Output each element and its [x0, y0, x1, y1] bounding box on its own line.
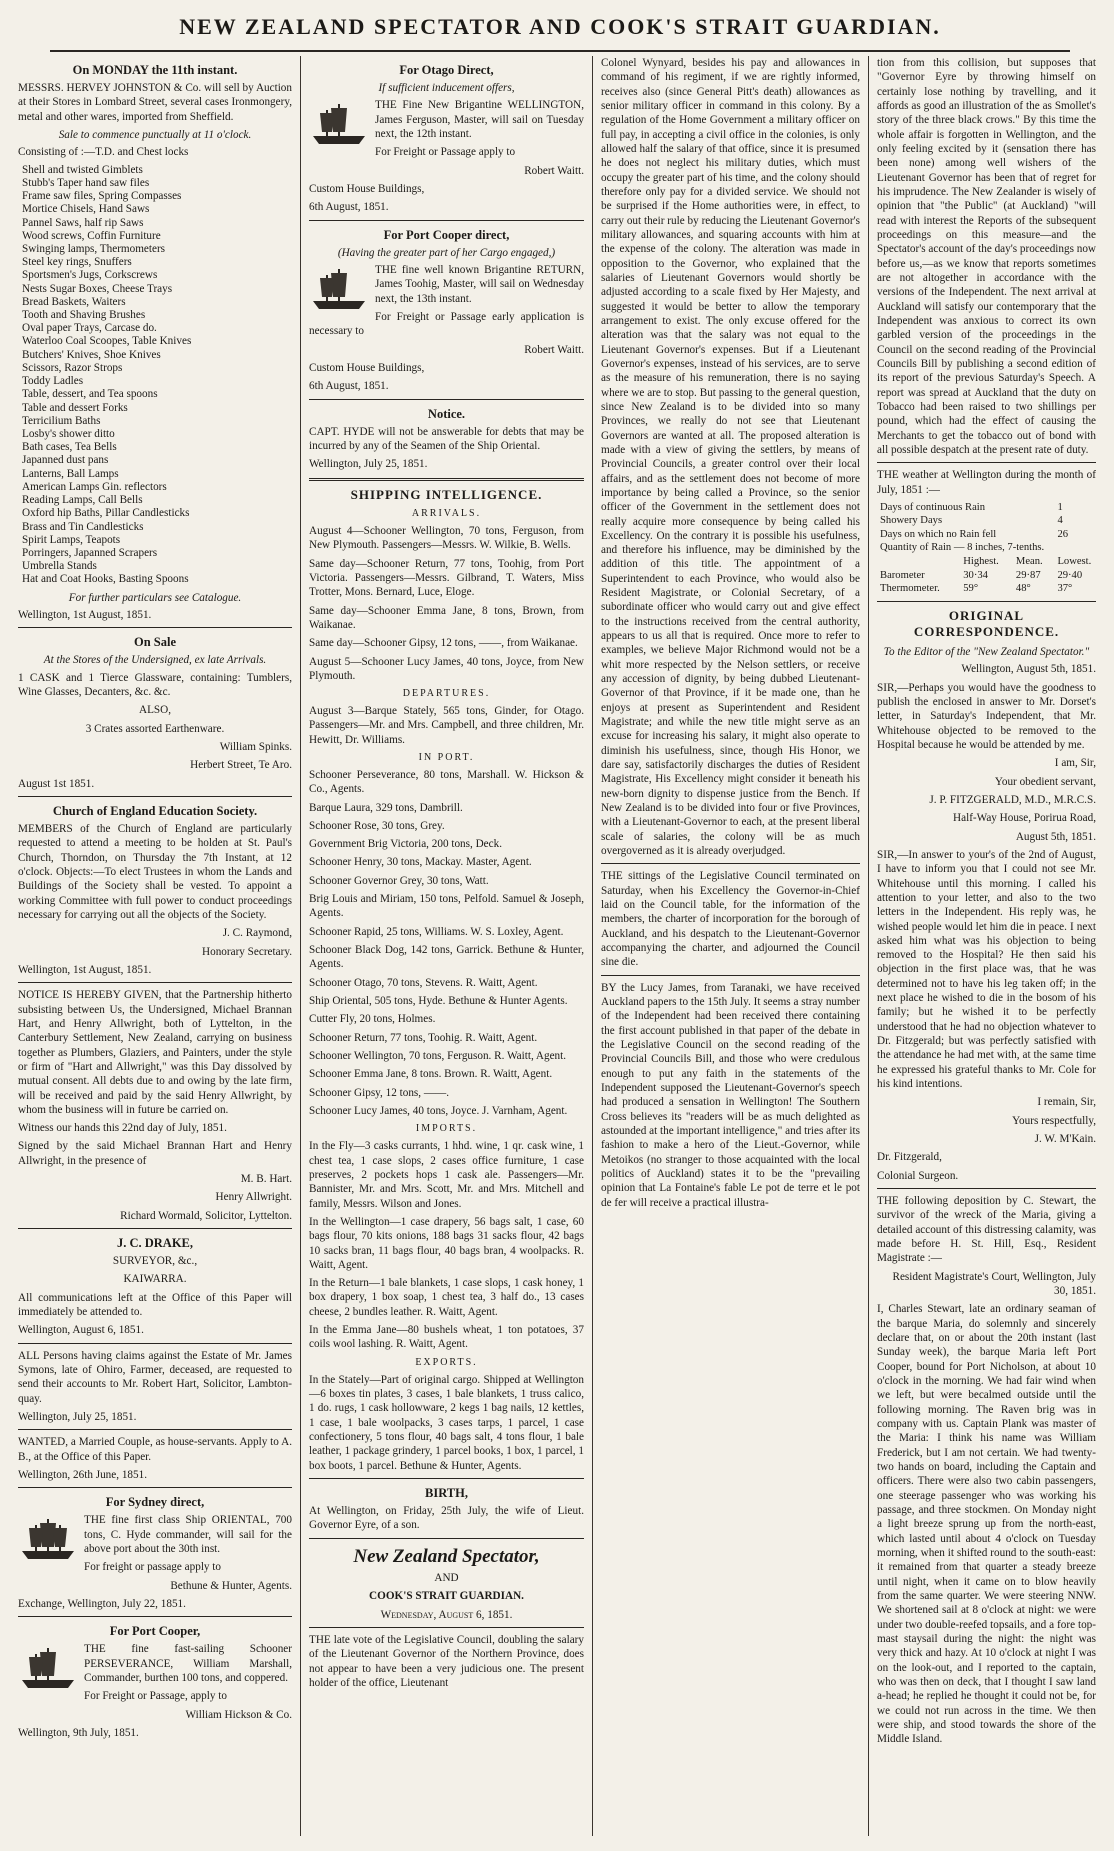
notice-heading: Notice.: [427, 406, 466, 421]
import-entry: In the Return—1 bale blankets, 1 case slops, 1 cask honey, 1 box drapery, 1 box soap, 1 chest tea, 3 half do., 13 cases cheese, 2 bundles leather. R. Waitt, Agent.: [309, 1277, 584, 1318]
inport-entry: Schooner Rapid, 25 tons, Williams. W. S. Loxley, Agent.: [309, 925, 564, 938]
weather-value: [1054, 541, 1096, 555]
otago-sub: If sufficient inducement offers,: [378, 82, 515, 94]
drake-name: J. C. DRAKE,: [116, 1236, 194, 1251]
auction-item-list: [18, 164, 292, 587]
divider: [309, 1627, 584, 1628]
inport-entry: Ship Oriental, 505 tons, Hyde. Bethune & Hunter Agents.: [309, 995, 568, 1008]
import-entry: In the Fly—3 casks currants, 1 hhd. wine, 1 qr. cask wine, 1 chest tea, 1 case slops, 2 cases office furniture, 1 case preserves, 2 pockets hops 1 cask ale. Passengers—Mr. Bannister, Mr. and Mrs. Scott, Mr. and Mrs. Mitchell and family, Messrs. Wilson and Jones.: [309, 1140, 584, 1210]
drake-trade: SURVEYOR, &c.,: [112, 1255, 198, 1268]
auction-item: Toddy Ladles: [22, 375, 84, 388]
arrival-entry: Same day—Schooner Emma Jane, 8 tons, Brown, from Waikanae.: [309, 604, 584, 631]
baro-high: 30·34: [963, 569, 988, 581]
auction-item: Scissors, Razor Strops: [22, 361, 123, 374]
masthead: NEW ZEALAND SPECTATOR AND COOK'S STRAIT GUARDIAN.: [50, 8, 1070, 52]
auction-item: Butchers' Knives, Shoe Knives: [22, 348, 161, 361]
deposition-court: Resident Magistrate's Court, Wellington, July 30, 1851.: [892, 1270, 1096, 1298]
auction-date: Wellington, 1st August, 1851.: [18, 608, 152, 621]
arrivals-label: ARRIVALS.: [411, 508, 482, 520]
departure-entry: August 3—Barque Stately, 565 tons, Ginder, for Otago. Passengers—Mr. and Mrs. Campbell, and three children, Mr. Hewitt, Dr. Williams.: [309, 705, 584, 746]
auction-item: Waterloo Coal Scoopes, Table Knives: [22, 335, 192, 348]
inport-label: IN PORT.: [418, 752, 475, 764]
column-1: [10, 56, 300, 1836]
weather-label: Showery Days: [880, 515, 943, 527]
otago-body: THE Fine New Brigantine WELLINGTON, James Ferguson, Master, will sail on Tuesday next, the 12th instant.: [375, 99, 584, 140]
auction-item: Reading Lamps, Call Bells: [22, 494, 143, 507]
leader-text: THE late vote of the Legislative Council, doubling the salary of the Lieutenant Governor of the Northern Province, does not appear to have been a very judicious one. The present holder of the office, Lieutenant: [309, 1633, 584, 1689]
auction-item: Oxford hip Baths, Pillar Candlesticks: [22, 507, 190, 520]
weather-intro: THE weather at Wellington during the month of July, 1851 :—: [877, 469, 1096, 496]
partnership-solicitor: Richard Wormald, Solicitor, Lyttelton.: [120, 1209, 292, 1222]
weather-head-2: Mean.: [1015, 556, 1043, 568]
auction-catalogue: For further particulars see Catalogue.: [68, 591, 242, 604]
onsale-date: August 1st 1851.: [18, 777, 95, 790]
thermo-low: 37°: [1057, 583, 1073, 595]
notice-body: CAPT. HYDE will not be answerable for debts that may be incurred by any of the Seamen of the Ship Oriental.: [309, 425, 584, 452]
portcooper-agent: William Hickson & Co.: [185, 1708, 292, 1721]
ship-icon: [309, 100, 369, 146]
inport-entry: Schooner Henry, 30 tons, Mackay. Master, Agent.: [309, 856, 532, 869]
auction-item: Losby's shower ditto: [22, 428, 115, 441]
weather-label: Quantity of Rain — 8 inches, 7-tenths.: [880, 542, 1045, 554]
inport-entry: Schooner Return, 77 tons, Toohig. R. Waitt, Agent.: [309, 1031, 538, 1044]
wanted-body: WANTED, a Married Couple, as house-servants. Apply to A. B., at the Office of this Paper.: [18, 1436, 292, 1463]
baro-label: Barometer: [880, 569, 925, 581]
cooper-date: 6th August, 1851.: [309, 380, 389, 393]
auction-heading: On MONDAY the 11th instant.: [72, 63, 238, 77]
letter-2-date: August 5th, 1851.: [1015, 830, 1096, 843]
column-2: [300, 56, 592, 1836]
partnership-signed: Signed by the said Michael Brannan Hart and Henry Allwright, in the presence of: [18, 1140, 292, 1167]
auction-item: Bath cases, Tea Bells: [22, 441, 117, 454]
divider: [18, 1616, 292, 1617]
letter-2-signature: J. W. M'Kain.: [1034, 1133, 1096, 1146]
exports-list: [309, 1373, 584, 1473]
correspondence-heading: ORIGINAL CORRESPONDENCE.: [913, 607, 1060, 640]
cooper-sub: (Having the greater part of her Cargo engaged,): [337, 246, 556, 259]
inport-entry: Schooner Otago, 70 tons, Stevens. R. Waitt, Agent.: [309, 976, 538, 989]
correspondence-to: To the Editor of the "New Zealand Spectator.": [883, 645, 1090, 658]
divider: [309, 220, 584, 221]
portcooper-body: THE fine fast-sailing Schooner PERSEVERANCE, William Marshall, Commander, burthen 100 tons, and coppered.: [84, 1643, 292, 1685]
onsale-body: 1 CASK and 1 Tierce Glassware, containing: Tumblers, Wine Glasses, Decanters, &c. &c.: [18, 671, 292, 698]
arrival-entry: Same day—Schooner Gipsy, 12 tons, ——, from Waikanae.: [309, 637, 578, 650]
onsale-crates: 3 Crates assorted Earthenware.: [85, 722, 225, 735]
divider: [18, 1343, 292, 1344]
auction-item: Stubb's Taper hand saw files: [22, 176, 150, 189]
auction-item: Hat and Coat Hooks, Basting Spoons: [22, 573, 189, 586]
auction-item: Sportsmen's Jugs, Corkscrews: [22, 269, 158, 282]
column-3: [592, 56, 868, 1836]
auction-item: Steel key rings, Snuffers: [22, 256, 132, 269]
weather-row: [877, 541, 1096, 555]
partnership-notice-body: NOTICE IS HEREBY GIVEN, that the Partnership hitherto subsisting between Us, the Undersigned, Michael Brannan Hart, and Henry Allwright, both of Lyttelton, in the Canterbury Settlement, New Zealand, carrying on business together as Plumbers, Glaziers, and Painters, under the style or firm of "Hart and Allwright," was this Day dissolved by mutual consent. All debts due to and owing by the late firm, will be received and paid by the said Henry Allwright, by whom the business will in future be carried on.: [18, 989, 292, 1116]
birth-heading: BIRTH,: [425, 1485, 468, 1500]
deposition-intro: THE following deposition by C. Stewart, the survivor of the wreck of the Maria, giving a detailed account of this distressing calamity, was made before H. St. Hill, Esq., Resident Magistrate :—: [877, 1195, 1096, 1265]
auction-item: Tooth and Shaving Brushes: [22, 309, 146, 322]
auction-item: Mortice Chisels, Hand Saws: [22, 203, 150, 216]
onsale-sub: At the Stores of the Undersigned, ex late Arrivals.: [43, 654, 267, 667]
church-name: J. C. Raymond,: [222, 927, 292, 940]
wanted-date: Wellington, 26th June, 1851.: [18, 1469, 147, 1482]
portcooper-apply: For Freight or Passage, apply to: [84, 1690, 227, 1703]
cooper-body: THE fine well known Brigantine RETURN, James Toohig, Master, will sail on Wednesday next, the 13th instant.: [375, 263, 584, 305]
otago-date: 6th August, 1851.: [309, 201, 389, 214]
weather-head-3: Lowest.: [1057, 556, 1092, 568]
cooper-place: Custom House Buildings,: [309, 361, 425, 374]
divider: [601, 975, 860, 976]
auction-item: Porringers, Japanned Scrapers: [22, 546, 158, 559]
divider: [18, 982, 292, 983]
onsale-also: ALSO,: [138, 704, 171, 717]
church-date: Wellington, 1st August, 1851.: [18, 963, 152, 976]
shipping-heading: SHIPPING INTELLIGENCE.: [350, 486, 543, 502]
cooper-heading: For Port Cooper direct,: [383, 227, 510, 242]
auction-sale-time: Sale to commence punctually at 11 o'clock.: [58, 128, 252, 141]
drake-body: All communications left at the Office of this Paper will immediately be attended to.: [18, 1291, 292, 1319]
divider: [18, 627, 292, 628]
arrival-entry: August 4—Schooner Wellington, 70 tons, Ferguson, from New Plymouth. Passengers—Messrs. W. Wilkie, B. Wells.: [309, 524, 584, 552]
editorial-auckland: BY the Lucy James, from Taranaki, we have received Auckland papers to the 15th July. It seems a stray number of the Independent had been received there containing the first account published in that paper of the debate in the Legislative Council on the second reading of the Provincial Councils Bill, and those who were credulous enough to put any faith in the statements of the Independent supposed the Lieutenant-Governor's speech had produced a sensation in Wellington! The Southern Cross believes its "readers will be as much delighted as astounded at the important intelligence," and tries after its fashion to make a hero of the Lieut.-Governor, while Metoikos (no stranger to those acquainted with the local politics of Auckland) states it to be the "prevailing opinion that La Fontaine's fable Le pot de terre et le pot de fer will receive a practical illustra-: [601, 981, 861, 1209]
auction-item: Table and dessert Forks: [22, 401, 128, 414]
claims-date: Wellington, July 25, 1851.: [18, 1411, 137, 1424]
divider: [877, 601, 1096, 602]
divider: [309, 399, 584, 400]
drake-place: KAIWARRA.: [123, 1273, 187, 1286]
auction-item: Lanterns, Ball Lamps: [22, 467, 119, 480]
auction-item: Swinging lamps, Thermometers: [22, 242, 166, 255]
letter-1: SIR,—Perhaps you would have the goodness to publish the enclosed in answer to Mr. Dorset's letter, in Saturday's Independent, that Mr. Whitehouse objected to be removed to the Hospital because he would be attended by me.: [877, 681, 1096, 751]
arrivals-list: [309, 524, 584, 683]
ship-icon: [18, 1644, 78, 1690]
import-entry: In the Wellington—1 case drapery, 56 bags salt, 1 case, 60 bags flour, 70 kits onions, 188 bags 31 sacks flour, 42 bags 10 sacks bran, 11 bags flour, 40 bags bran, 4 woolpacks. R. Waitt, Agent.: [309, 1215, 584, 1271]
weather-value: 4: [1057, 515, 1063, 527]
inport-entry: Schooner Black Dog, 142 tons, Garrick. Bethune & Hunter, Agents.: [309, 944, 584, 971]
inport-entry: Barque Laura, 329 tons, Dambrill.: [309, 801, 463, 814]
portcooper-heading: For Port Cooper,: [109, 1624, 201, 1639]
inport-entry: Schooner Gipsy, 12 tons, ——.: [309, 1086, 450, 1099]
baro-mean: 29·87: [1015, 569, 1041, 581]
weather-label: Days on which no Rain fell: [880, 528, 997, 540]
sydney-body: THE fine first class Ship ORIENTAL, 700 tons, C. Hyde commander, will sail for the above port about the 30th inst.: [84, 1514, 292, 1556]
letter-1-close2: Your obedient servant,: [994, 775, 1096, 788]
weather-table: [877, 501, 1096, 596]
claims-body: ALL Persons having claims against the Estate of Mr. James Symons, late of Ohiro, Farmer, deceased, are requested to send their accounts to Mr. Robert Hart, Solicitor, Lambton-quay.: [18, 1349, 292, 1405]
weather-head-0: [877, 555, 960, 569]
baro-low: 29·40: [1057, 569, 1083, 581]
departures-label: DEPARTURES.: [402, 688, 491, 700]
auction-item: Frame saw files, Spring Compasses: [22, 190, 182, 203]
letter-2: SIR,—In answer to your's of the 2nd of August, I have to inform you that I could not see Mr. Whitehouse until this morning. I called his attention to your letter, and also to the two letters in the Independent. His reply was, he wished people would let him die in peace. I next asked him what was his objection to being removed to the Hospital? He then said his objection in the first place was, that he was determined not to have his leg taken off; in the next place he wished to die in the bosom of his family; but he wished it to be perfectly understood that he had no objection whatever to Dr. Fitzgerald; but was perfectly satisfied with the attendance he had met with, at the same time he expressed his grateful thanks to Mr. Cole for his kind intentions.: [877, 848, 1096, 1091]
weather-row: [877, 514, 1096, 528]
paper-name: New Zealand Spectator,: [353, 1545, 540, 1567]
divider: [18, 1429, 292, 1430]
sydney-apply: For freight or passage apply to: [84, 1561, 222, 1574]
arrival-entry: August 5—Schooner Lucy James, 40 tons, Joyce, from New Plymouth.: [309, 655, 584, 682]
sydney-heading: For Sydney direct,: [105, 1495, 205, 1510]
inport-entry: Schooner Lucy James, 40 tons, Joyce. J. Varnham, Agent.: [309, 1105, 568, 1118]
auction-intro: Consisting of :—T.D. and Chest locks: [18, 146, 189, 159]
paper-date: Wednesday, August 6, 1851.: [380, 1608, 513, 1621]
weather-label: Days of continuous Rain: [880, 501, 986, 513]
letter-2-close2: Yours respectfully,: [1012, 1114, 1096, 1127]
otago-agent: Robert Waitt.: [524, 164, 584, 177]
onsale-name: William Spinks.: [219, 740, 292, 753]
weather-row: [877, 501, 1096, 515]
inport-entry: Schooner Perseverance, 80 tons, Marshall. W. Hickson & Co., Agents.: [309, 768, 584, 796]
auction-body: MESSRS. HERVEY JOHNSTON & Co. will sell by Auction at their Stores in Lombard Street, several cases Ironmongery, metal and other wares, imported from Sheffield.: [18, 82, 292, 123]
auction-item: Table, dessert, and Tea spoons: [22, 388, 158, 401]
onsale-heading: On Sale: [133, 635, 177, 650]
sydney-agent: Bethune & Hunter, Agents.: [170, 1579, 292, 1592]
cooper-agent: Robert Waitt.: [524, 343, 584, 356]
inport-list: [309, 768, 584, 1119]
divider: [18, 1228, 292, 1229]
thermo-mean: 48°: [1015, 583, 1031, 595]
editorial-continued: tion from this collision, but supposes that "Governor Eyre by throwing himself on certainly lose nothing by travelling, and it affords as good an illustration of the as Smollet's story of the three black crows." By this time the whole affair is forgotten in Wellington, and the only feeling excited by it (sensation there has been none) among well wishers of the Lieutenant Governor has been that of regret for his imprudence. The New Zealander is wisely of opinion that "the Public" (at Auckland) "will read with interest the Reports of the subsequent proceedings on this measure—and the Spectator's account of the day's proceedings now before us,—as we know that reports sometimes are not altogether in accordance with the versions of the Independent. The next arrival at Auckland will satisfy our contemporary that the Independent was anxious to correct its own garbled version of the proceedings in the Council on the second reading of the Provincial Councils Bill by publishing a second edition of its report of the previous Saturday's Speech. A report was spread at Auckland that the duty on Tobacco had been raised to two shillings per pound, which had the effect of causing the Merchants to get the tobacco out of bond with all possible despatch at the present rate of duty.: [877, 57, 1097, 456]
letter-2-to2: Colonial Surgeon.: [877, 1169, 959, 1182]
partnership-sig2: Henry Allwright.: [215, 1191, 292, 1204]
thermo-label: Thermometer.: [880, 583, 940, 595]
inport-entry: Schooner Wellington, 70 tons, Ferguson. R. Waitt, Agent.: [309, 1050, 567, 1063]
weather-row: [877, 528, 1096, 542]
divider: [309, 1478, 584, 1479]
weather-value: 1: [1057, 501, 1063, 513]
auction-item: American Lamps Gin. reflectors: [22, 480, 167, 493]
columns: [10, 56, 1104, 1836]
otago-apply: For Freight or Passage apply to: [375, 146, 516, 159]
letter-1-signature: J. P. FITZGERALD, M.D., M.R.C.S.: [929, 793, 1096, 806]
church-title: Honorary Secretary.: [202, 945, 292, 958]
inport-entry: Brig Louis and Miriam, 150 tons, Pelfold. Samuel & Joseph, Agents.: [309, 893, 584, 920]
divider: [18, 796, 292, 797]
divider: [309, 1538, 584, 1539]
auction-item: Pannel Saws, half rip Saws: [22, 216, 144, 229]
deposition-text: I, Charles Stewart, late an ordinary seaman of the barque Maria, do solemnly and sincerely declare that, on or about the 20th instant (last Sunday week), the barque Maria left Port Cooper, bound for Port Nicholson, at about 10 o'clock in the morning. We had fair wind when we left, but were becalmed outside until the following morning. The Raven brig was in company with us. Captain Plank was master of the Maria: I think his name was William Frederick, but I am not certain. We had twenty-two hands on board, including the Captain and officers. There were also two cabin passengers, one steerage passenger who was working his passage, and three stockmen. On Monday night a light breeze sprung up from the north-east, which lasted until about 4 o'clock on Tuesday morning, when it shifted round to the south-east: it remained from that quarter a steady breeze until night, when it came on to blow heavily from the same quarter. We were steering NNW. We shortened sail at 8 o'clock at night: we were under two double-reefed topsails, and a fore top-mast staysail during the night: the night was very thick and hazy. At 10 o'clock at night I was on the look-out, and I reported to the captain, who was then on deck, that I thought I saw land a-head; he replied he thought it could not be, for we could not run across in the time. We then were ship, and stood towards the shore of the Middle Island.: [877, 1303, 1096, 1746]
onsale-address: Herbert Street, Te Aro.: [190, 759, 292, 772]
church-body: MEMBERS of the Church of England are particularly requested to attend a meeting to be holden at St. Paul's Church, Thorndon, on Thursday the 7th Instant, at 12 o'clock. Objects:—To elect Trustees in whom the Lands and Buildings of the Society shall be vested. To appoint a working Committee with full power to conduct proceedings necessary for carrying out all the objects of the Society.: [18, 822, 292, 921]
inport-entry: Cutter Fly, 20 tons, Holmes.: [309, 1013, 436, 1026]
sydney-date: Exchange, Wellington, July 22, 1851.: [18, 1598, 186, 1611]
otago-heading: For Otago Direct,: [399, 63, 494, 77]
otago-place: Custom House Buildings,: [309, 182, 425, 195]
column-4: [868, 56, 1104, 1836]
departures-list: [309, 704, 584, 747]
letter-2-address: Half-Way House, Porirua Road,: [953, 812, 1096, 825]
editorial-council: THE sittings of the Legislative Council terminated on Saturday, when his Excellency the Governor-in-Chief laid on the Council table, for the information of the members, the charter of incorporation for the borough of Auckland, and his despatch to the Lieutenant-Governor accompanying the charter, and adjourned the Council sine die.: [601, 870, 860, 969]
letter-2-close1: I remain, Sir,: [1037, 1096, 1096, 1109]
auction-item: Brass and Tin Candlesticks: [22, 520, 144, 533]
divider: [601, 863, 860, 864]
notice-date: Wellington, July 25, 1851.: [309, 458, 428, 471]
thermo-high: 59°: [963, 583, 979, 595]
auction-item: Nests Sugar Boxes, Cheese Trays: [22, 282, 173, 295]
inport-entry: Schooner Rose, 30 tons, Grey.: [309, 819, 445, 832]
arrival-entry: Same day—Schooner Return, 77 tons, Toohig, from Port Victoria. Passengers—Messrs. Gilbrand, T. Waters, Miss Trotter, Mons. Bernard, Luce, Eloge.: [309, 557, 584, 599]
inport-entry: Schooner Emma Jane, 8 tons. Brown. R. Waitt, Agent.: [309, 1068, 553, 1081]
letter-1-close1: I am, Sir,: [1054, 757, 1096, 770]
auction-item: Terricilium Baths: [22, 414, 101, 427]
inport-entry: Government Brig Victoria, 200 tons, Deck.: [309, 838, 502, 851]
portcooper-date: Wellington, 9th July, 1851.: [18, 1727, 139, 1739]
divider: [18, 1487, 292, 1488]
export-entry: In the Stately—Part of original cargo. Shipped at Wellington—6 boxes tin plates, 3 cases, 1 bale blankets, 1 truss calico, 1 do. rugs, 1 cask hollowware, 2 kegs 1 bag nails, 12 kettles, 1 case, 1 bale woolpacks, 3 cases tarps, 1 parcel, 1 case confectionery, 5 tons flour, 40 bags salt, 4 tons flour, 1 bale leather, 1 package grindery, 1 parcel books, 1 box, 1 parcel, 1 box boots, 1 parcel. Bethune & Hunter, Agents.: [309, 1373, 584, 1472]
paper-name2: COOK'S STRAIT GUARDIAN.: [369, 1590, 524, 1603]
auction-item: Wood screws, Coffin Furniture: [22, 229, 161, 242]
divider: [877, 1188, 1096, 1189]
divider: [309, 478, 584, 481]
correspondence-date1: Wellington, August 5th, 1851.: [961, 663, 1096, 676]
ship-icon: [18, 1515, 78, 1561]
weather-head-1: Highest.: [963, 556, 999, 568]
auction-item: Oval paper Trays, Carcase do.: [22, 322, 157, 335]
auction-item: Bread Baskets, Waiters: [22, 295, 126, 308]
inport-entry: Schooner Governor Grey, 30 tons, Watt.: [309, 874, 489, 887]
cooper-apply: For Freight or Passage early application is necessary to: [309, 310, 584, 338]
paper-and: AND: [434, 1571, 459, 1584]
drake-date: Wellington, August 6, 1851.: [18, 1324, 144, 1337]
weather-value: 26: [1057, 528, 1069, 540]
imports-label: IMPORTS.: [415, 1123, 478, 1135]
import-entry: In the Emma Jane—80 bushels wheat, 1 ton potatoes, 37 coils wool lashing. R. Waitt, Agent.: [309, 1324, 584, 1351]
church-heading: Church of England Education Society.: [52, 803, 258, 818]
ship-icon: [309, 265, 369, 311]
auction-item: Japanned dust pans: [22, 454, 109, 467]
auction-item: Umbrella Stands: [22, 560, 97, 573]
exports-label: EXPORTS.: [415, 1356, 478, 1368]
letter-2-to: Dr. Fitzgerald,: [877, 1151, 942, 1164]
editorial-salary: Colonel Wynyard, besides his pay and allowances in command of his regiment, if we are rightly informed, receives also (since General Pitt's death) allowances as senior military officer in command in this colony. By a regulation of the Home Government a military officer on full pay, in accepting a civil office in the colonies, is only allowed half the salary of that office, since it is presumed he does not neglect his military duties, which must occupy the greater part of his time, and the colony should therefore only pay for a divided service. We should not be surprised if the Home authorities were, in effect, to carry out their rule by reducing the Lieutenant Governor's military allowances, and squaring accounts with him at the expense of the colony. The alteration was made in opposition to the Governor, who explained that the salaries of Lieutenant Governors would shortly be adjusted according to a scale fixed by Her Majesty, and suggested it would be better to allow the temporary arrangement to exist. The only excuse offered for the alteration was that the salary was not equal to the Lieutenant Governor's expenses. But if a Lieutenant Governor's expenses, instead of his services, are to serve as the measure of his remuneration, there is no saying where we are to stop. But passing to the general question, since New Zealand is to be divided into so many Provinces, we really do not see that Lieutenant Governors are wanted at all. The proposed alteration is made with a view of giving the settlers, by means of Provincial Councils, a greater control over their local affairs, and as the settlement does not become of more importance by being called a Province, so the senior officer of the Government in the settlement does not really acquire more consequence by being called his Excellency. On the contrary it is possible his usefulness, and therefore his influence, may be diminished by the addition of this title. The appointment of a Superintendent to each Province, who would also be Resident Magistrate, or Colonial Secretary, of a subordinate officer who would carry out and give effect to the instructions received from the central authority, appears to us all that is required. Once more to refer to examples, we believe Major Richmond would not be a whit more respected by the Nelson settlers, or receive any accession of dignity, by being dubbed Lieutenant-Governor of that Province, if it be made one, than he enjoys at present as Superintendent and Resident Magistrate; and while the new title might serve as an excuse for increasing his salary, it might also operate to diminish his usefulness, since, though His Honor, we dare say, satisfactorily discharges the duties of Resident Magistrate, His Excellency might consider it beneath his new-born dignity to dispense justice from the Bench. If New Zealand is to be divided into four or five Provinces, with a Lieutenant-Governor to each, at the present liberal scale of salaries, the colony will be as much overgoverned as it is already overjudged.: [601, 57, 860, 858]
imports-list: [309, 1139, 584, 1352]
divider: [877, 462, 1096, 463]
birth-body: At Wellington, on Friday, 25th July, the wife of Lieut. Governor Eyre, of a son.: [309, 1504, 584, 1532]
partnership-sig1: M. B. Hart.: [240, 1173, 292, 1186]
partnership-witness: Witness our hands this 22nd day of July, 1851.: [18, 1122, 227, 1135]
auction-item: Shell and twisted Gimblets: [22, 163, 143, 176]
auction-item: Spirit Lamps, Teapots: [22, 533, 121, 546]
